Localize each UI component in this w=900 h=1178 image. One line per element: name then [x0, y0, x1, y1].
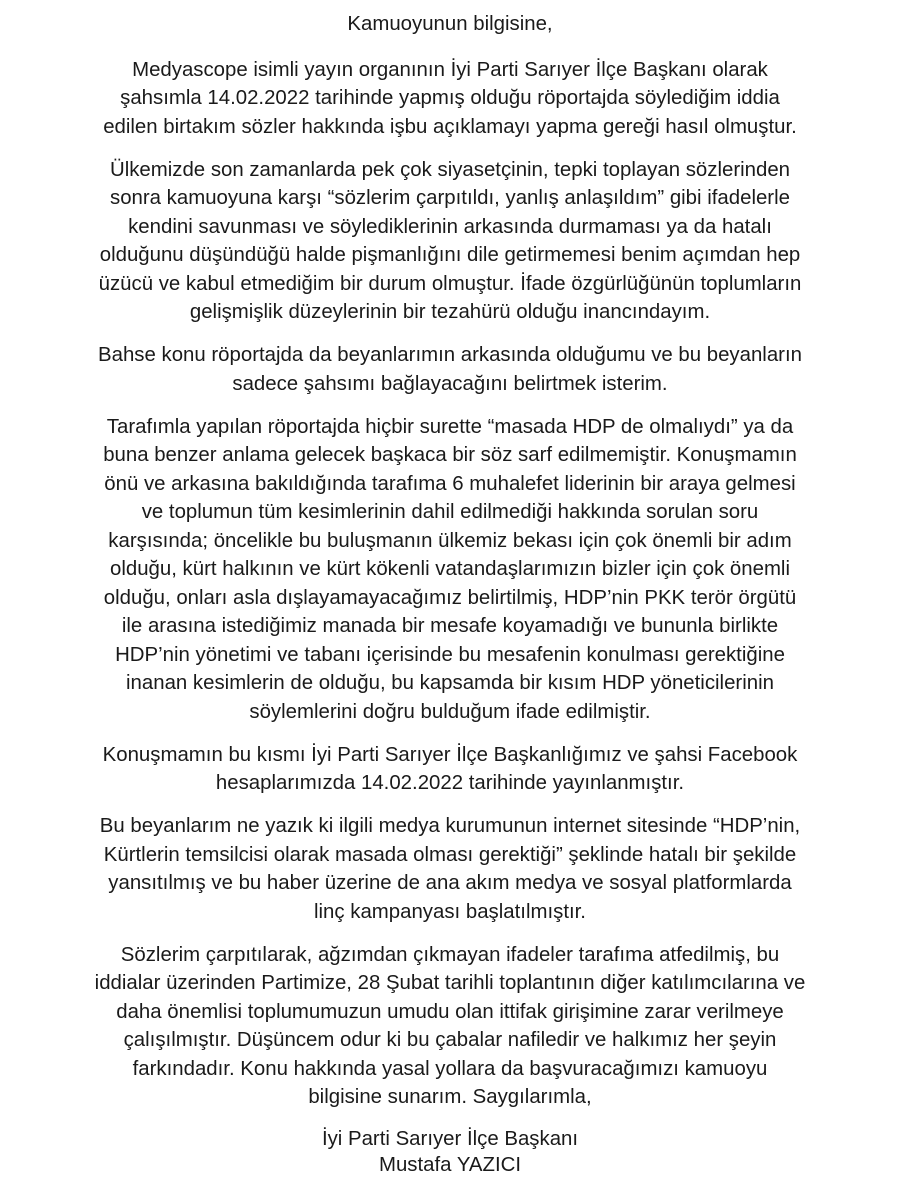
text-line: yansıtılmış ve bu haber üzerine de ana akım medya ve sosyal platformlarda — [108, 872, 792, 894]
text-line: Bahse konu röportajda da beyanlarımın arkasında olduğumu ve bu beyanların — [98, 344, 802, 366]
text-line: daha önemlisi toplumumuzun umudu olan ittifak girişimine zarar verilmeye — [116, 1000, 784, 1023]
paragraph-standing-behind — [40, 341, 860, 398]
text-line: iddialar üzerinden Partimize, 28 Şubat tarihli toplantının diğer katılımcılarına ve — [94, 972, 806, 994]
text-line: edilen birtakım sözler hakkında işbu açıklamayı yapma gereği hasıl olmuştur. — [103, 115, 797, 138]
text-line: şahsımla 14.02.2022 tarihinde yapmış olduğu röportajda söylediğim iddia — [120, 87, 780, 109]
text-line: karşısında; öncelikle bu buluşmanın ülkemiz bekası için çok önemli bir adım — [108, 529, 792, 552]
paragraph-publication — [40, 741, 860, 798]
text-line: Bu beyanlarım ne yazık ki ilgili medya kurumunun internet sitesinde “HDP’nin, — [99, 815, 801, 837]
text-line: olduğunu düşündüğü halde pişmanlığını dile getirmemesi benim açımdan hep — [99, 244, 801, 266]
text-line: olduğu, kürt halkının ve kürt kökenli vatandaşlarımızın bizler için çok önemli — [109, 558, 790, 580]
text-line: üzücü ve kabul etmediğim bir durum olmuştur. İfade özgürlüğünün toplumların — [98, 272, 802, 295]
signature-name: Mustafa YAZICI — [378, 1154, 522, 1176]
text-line: farkındadır. Konu hakkında yasal yollara da başvuracağımızı kamuoyu — [132, 1057, 768, 1080]
paragraph-interview-details — [40, 413, 860, 727]
text-line: gelişmişlik düzeylerinin bir tezahürü olduğu inancındayım. — [189, 301, 711, 323]
text-line: Kürtlerin temsilcisi olarak masada olması gerektiği” şeklinde hatalı bir şekilde — [103, 843, 797, 866]
signature-title: İyi Parti Sarıyer İlçe Başkanı — [321, 1128, 579, 1150]
text-line: önü ve arkasına bakıldığında tarafıma 6 muhalefet liderinin bir araya gelmesi — [104, 472, 796, 495]
text-line: ile arasına istediğimiz manada bir mesafe koyamadığı ve bununla birlikte — [121, 615, 779, 637]
text-line: hesaplarımızda 14.02.2022 tarihinde yayınlanmıştır. — [215, 772, 685, 794]
text-line: Ülkemizde son zamanlarda pek çok siyasetçinin, tepki toplayan sözlerinden — [109, 158, 791, 181]
paragraph-closing — [40, 941, 860, 1112]
text-line: HDP’nin yönetimi ve tabanı içerisinde bu mesafenin konulması gerektiğine — [115, 643, 785, 666]
text-line: söylemlerini doğru bulduğum ifade edilmiştir. — [249, 700, 651, 723]
text-line: sadece şahsımı bağlayacağını belirtmek isterim. — [232, 372, 668, 395]
text-line: olduğu, onları asla dışlayamayacağımız belirtilmiş, HDP’nin PKK terör örgütü — [103, 586, 797, 609]
text-line: inanan kesimlerin de olduğu, bu kapsamda bir kısım HDP yöneticilerinin — [126, 672, 774, 694]
text-line: buna benzer anlama gelecek başkaca bir söz sarf edilmemiştir. Konuşmamın — [103, 444, 797, 466]
text-line: linç kampanyası başlatılmıştır. — [314, 900, 586, 923]
text-line: sonra kamuoyuna karşı “sözlerim çarpıtıldı, yanlış anlaşıldım” gibi ifadelerle — [110, 187, 790, 209]
text-line: kendini savunması ve söylediklerinin arkasında durmaması ya da hatalı — [128, 215, 772, 238]
paragraph-misreporting — [40, 812, 860, 926]
signature-block — [40, 1126, 860, 1178]
text-line: çalışılmıştır. Düşüncem odur ki bu çabalar nafiledir ve halkımız her şeyin — [123, 1029, 777, 1051]
paragraph-intro — [40, 56, 860, 142]
text-line: bilgisine sunarım. Saygılarımla, — [308, 1086, 592, 1108]
text-line: Konuşmamın bu kısmı İyi Parti Sarıyer İlçe Başkanlığımız ve şahsi Facebook — [102, 743, 798, 766]
paragraph-freedom-of-speech — [40, 156, 860, 327]
text-line: Tarafımla yapılan röportajda hiçbir surette “masada HDP de olmalıydı” ya da — [106, 415, 794, 438]
salutation-heading: Kamuoyunun bilgisine, — [347, 13, 553, 35]
text-line: ve toplumun tüm kesimlerinin dahil edilmediği hakkında sorulan soru — [141, 501, 759, 523]
text-line: Medyascope isimli yayın organının İyi Parti Sarıyer İlçe Başkanı olarak — [132, 58, 768, 81]
statement-document — [40, 10, 860, 1178]
text-line: Sözlerim çarpıtılarak, ağzımdan çıkmayan ifadeler tarafıma atfedilmiş, bu — [120, 943, 780, 966]
